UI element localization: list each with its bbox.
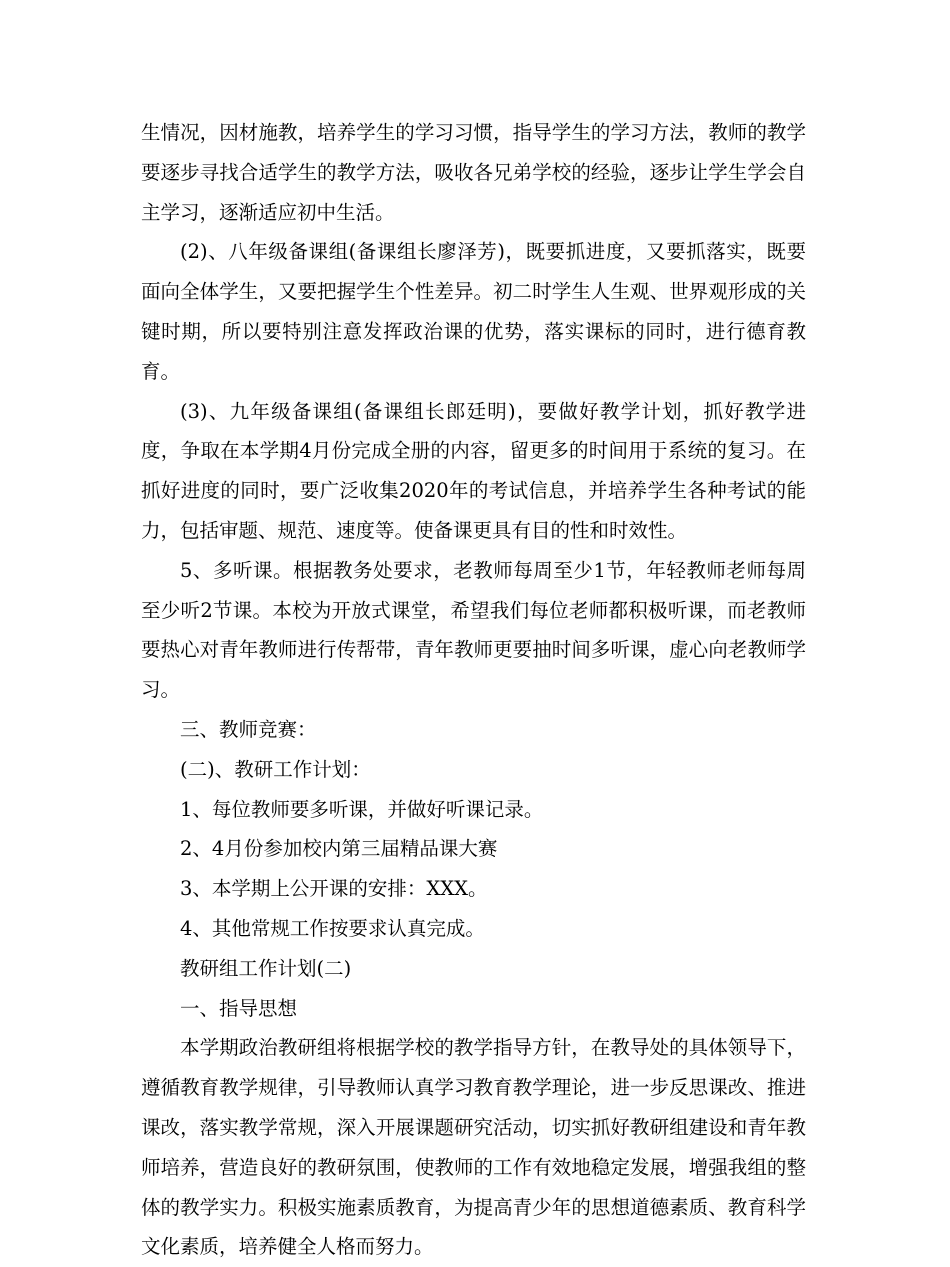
paragraph-guiding-ideology: 本学期政治教研组将根据学校的教学指导方针，在教导处的具体领导下，遵循教育教学规律，引导教师认真学习教育教学理论，进一步反思课改、推进课改，落实教学常规，深入开展课题研究活动，切实抓好教研组建设和青年教师培养，营造良好的教研氛围，使教师的工作有效地稳定发展，增强我组的整体的教学实力。积极实施素质教育，为提高青少年的思想道德素质、教育科学文化素质，培养健全人格而努力。 bbox=[141, 1036, 806, 1259]
section-heading-teacher-competition: 三、教师竞赛： bbox=[180, 717, 317, 741]
section-heading-research-plan: (二)、教研工作计划： bbox=[180, 757, 371, 781]
list-item: 3、本学期上公开课的安排：XXX。 bbox=[180, 877, 488, 901]
list-item: 2、4月份参加校内第三届精品课大赛 bbox=[180, 837, 498, 861]
paragraph-1: 生情况，因材施教，培养学生的学习习惯，指导学生的学习方法，教师的教学要逐步寻找合适学生的教学方法，吸收各兄弟学校的经验，逐步让学生学会自主学习，逐渐适应初中生活。 bbox=[141, 121, 806, 224]
section-title-plan-two: 教研组工作计划(二) bbox=[180, 956, 352, 980]
paragraph-4: 5、多听课。根据教务处要求，老教师每周至少1节，年轻教师老师每周至少听2节课。本校为开放式课堂，希望我们每位老师都积极听课，而老教师要热心对青年教师进行传帮带，青年教师更要抽时间多听课，虚心向老教师学习。 bbox=[141, 558, 806, 702]
list-item: 4、其他常规工作按要求认真完成。 bbox=[180, 916, 485, 940]
paragraph-3: (3)、九年级备课组(备课组长郎廷明)，要做好教学计划，抓好教学进度，争取在本学期4月份完成全册的内容，留更多的时间用于系统的复习。在抓好进度的同时，要广泛收集2020年的考试信息，并培养学生各种考试的能力，包括审题、规范、速度等。使备课更具有目的性和时效性。 bbox=[141, 399, 806, 542]
paragraph-2: (2)、八年级备课组(备课组长廖泽芳)，既要抓进度，又要抓落实，既要面向全体学生，又要把握学生个性差异。初二时学生人生观、世界观形成的关键时期，所以要特别注意发挥政治课的优势，落实课标的同时，进行德育教育。 bbox=[141, 240, 806, 383]
document-body bbox=[141, 113, 806, 1267]
section-heading-guiding-ideology: 一、指导思想 bbox=[180, 996, 298, 1020]
list-item: 1、每位教师要多听课，并做好听课记录。 bbox=[180, 797, 544, 821]
